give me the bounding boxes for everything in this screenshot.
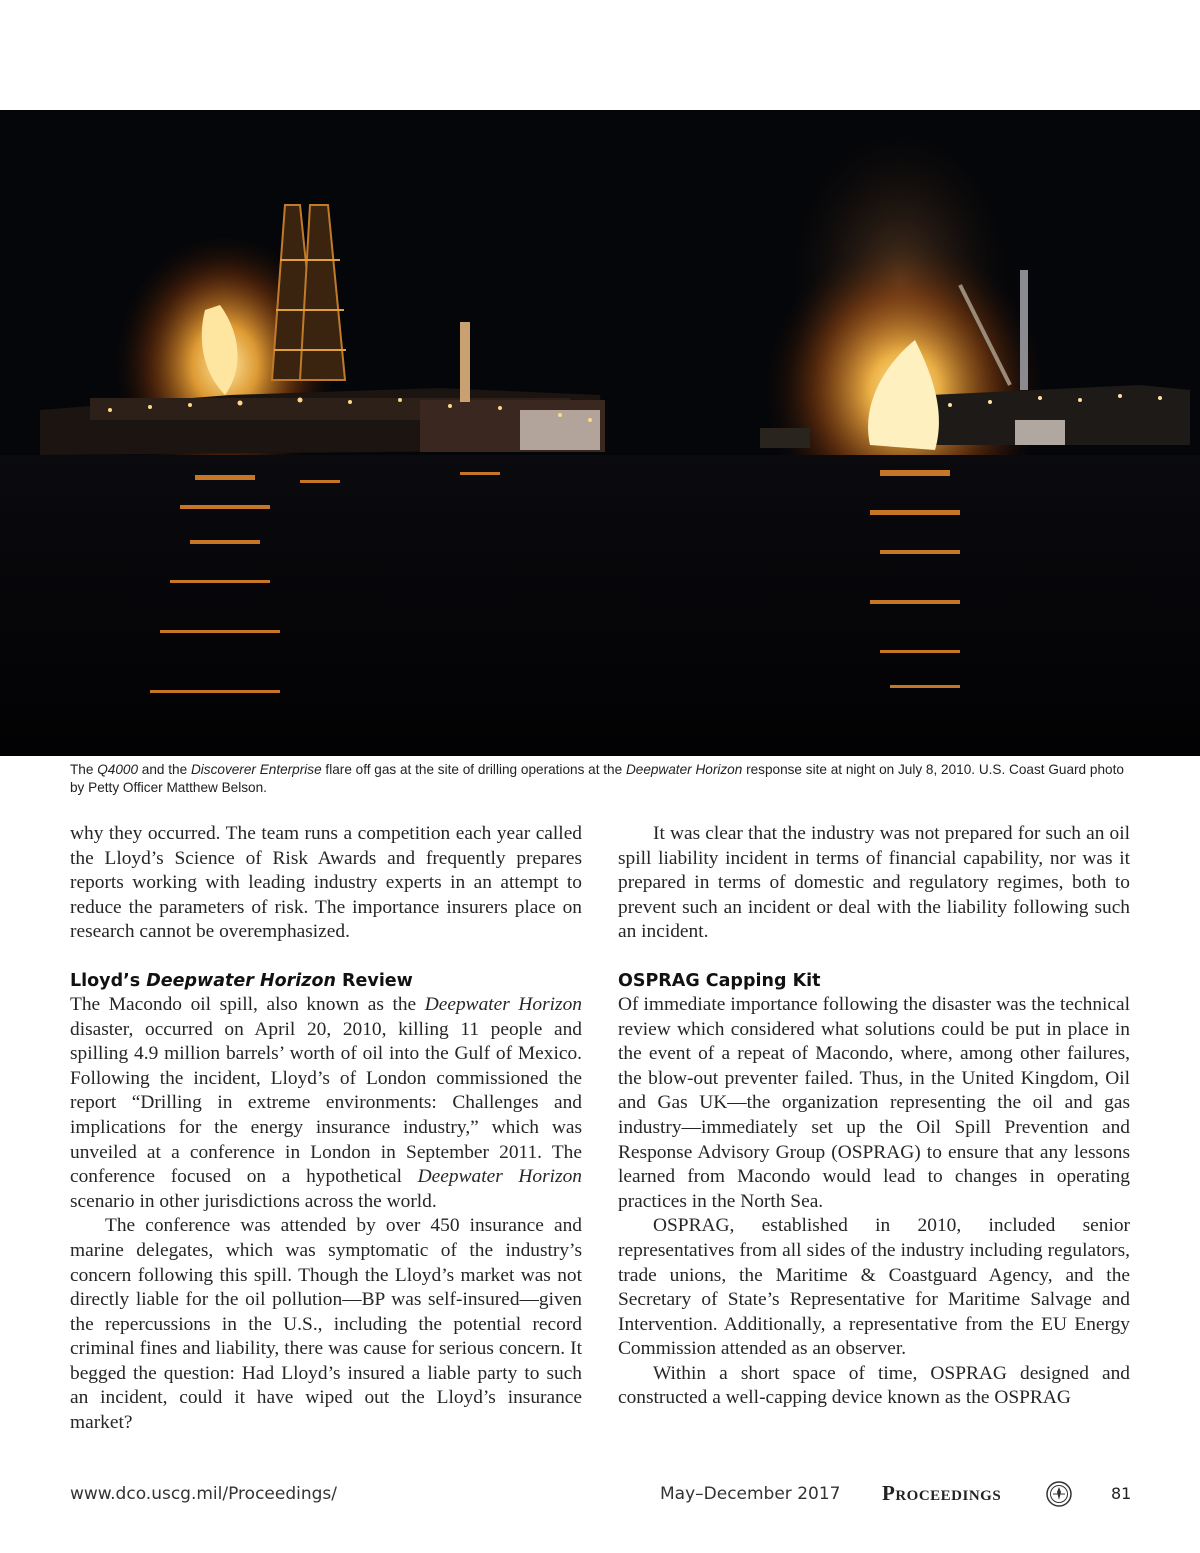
- right-paragraph-1: It was clear that the industry was not prepared for such an oil spill liability incident in terms of financial capability, nor was it prepared in terms of domestic and regulatory regimes, both to prevent such an incident or deal with the liability following such an incident.: [618, 823, 1130, 943]
- left-paragraph-3: The conference was attended by over 450 insurance and marine delegates, which was symptomatic of the industry’s concern following this spill. Though the Lloyd’s market was not directly liable for the oil pollution—BP was self-insured—given the repercussions in the U.S., including the potential record criminal fines and liability, there was cause for serious concern. It begged the question: Had Lloyd’s insured a liable party to such an incident, could it have wiped out the Lloyd’s insurance market?: [70, 1215, 582, 1434]
- left-paragraph-1: why they occurred. The team runs a competition each year called the Lloyd’s Science of Risk Awards and frequently prepares reports working with leading industry experts in an attempt to reduce the parameters of risk. The importance insurers place on research cannot be overemphasized.: [70, 823, 582, 943]
- caption-discoverer: Discoverer Enterprise: [190, 762, 322, 777]
- right-paragraph-2: Of immediate importance following the disaster was the technical review which considered what solutions could be put in place in the event of a repeat of Macondo, where, among other failures, the blow-out preventer failed. Thus, in the United Kingdom, Oil and Gas UK—the organization representing the oil and gas industry—immediately set up the Oil Spill Prevention and Response Advisory Group (OSPRAG) to ensure that any lessons learned from Macondo would lead to changes in operating practices in the North Sea.: [618, 993, 1130, 1212]
- right-paragraph-4: Within a short space of time, OSPRAG designed and constructed a well-capping device known as the OSPRAG: [618, 1362, 1130, 1409]
- left-paragraph-2: The Macondo oil spill, also known as the Deepwater Horizon disaster, occurred on April 20, 2010, killing 11 people and spilling 4.9 million barrels’ worth of oil into the Gulf of Mexico. Following the incident, Lloyd’s of London commissioned the report “Drilling in extreme environments: Challenges and implications for the energy insurance industry,” which was unveiled at a conference in London in September 2011. The conference focused on a hypothetical Deepwater Horizon scenario in other jurisdictions across the world.: [70, 993, 582, 1212]
- right-column: [618, 822, 1130, 1411]
- right-paragraph-3: OSPRAG, established in 2010, included senior representatives from all sides of the industry including regulators, trade unions, the Maritime & Coastguard Agency, and the Secretary of State’s Representative for Maritime Salvage and Intervention. Additionally, a representative from the EU Energy Commission attended as an observer.: [618, 1215, 1130, 1360]
- caption-q4000: Q4000: [97, 762, 139, 777]
- caption-deepwater: Deepwater Horizon: [625, 762, 743, 777]
- footer-magazine-title: Proceedings: [882, 1481, 1002, 1505]
- footer-url[interactable]: www.dco.uscg.mil/Proceedings/: [70, 1484, 338, 1504]
- left-column: [70, 822, 582, 1436]
- coast-guard-seal-icon: [1046, 1481, 1072, 1507]
- page-number: 81: [1111, 1484, 1132, 1503]
- footer-date: May–December 2017: [660, 1484, 841, 1504]
- heading-osprag-capping-kit: OSPRAG Capping Kit: [618, 970, 821, 991]
- photo-caption: The Q4000 and the Discoverer Enterprise flare off gas at the site of drilling operations at the Deepwater Horizon response site at night on July 8, 2010. U.S. Coast Guard photo by Petty Officer Matthew Belson.: [70, 762, 1124, 795]
- photo-flaring-rigs: [0, 110, 1200, 756]
- heading-deepwater-review: Lloyd’s Deepwater Horizon Review: [70, 970, 413, 991]
